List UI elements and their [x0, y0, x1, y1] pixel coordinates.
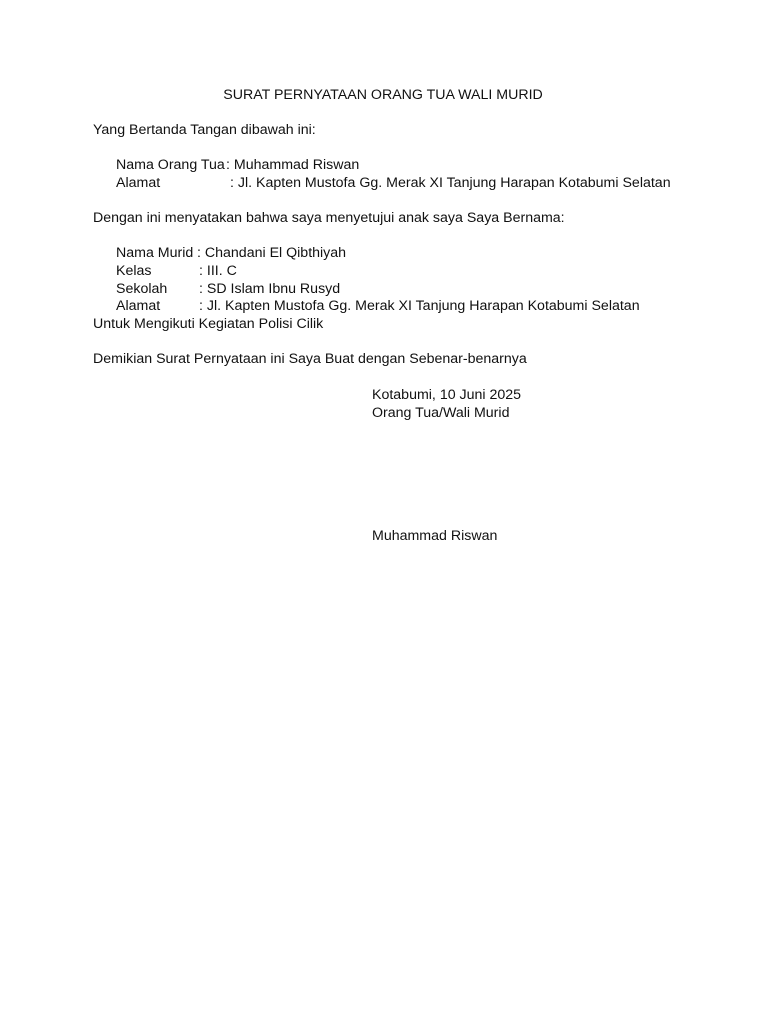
student-school-row: [116, 281, 716, 298]
student-class-row: [116, 263, 716, 280]
parent-name-row: [116, 157, 716, 174]
parent-address-label: Alamat: [116, 175, 161, 191]
place-date: Kotabumi, 10 Juni 2025: [372, 387, 522, 403]
signature-name: Muhammad Riswan: [372, 528, 498, 544]
student-school-label: Sekolah: [116, 281, 168, 297]
signature-role: Orang Tua/Wali Murid: [372, 405, 510, 421]
statement-text: Dengan ini menyatakan bahwa saya menyetujui anak saya Saya Bernama:: [93, 210, 565, 226]
student-name-label: Nama Murid: [116, 245, 194, 261]
student-class-label: Kelas: [116, 263, 152, 279]
student-class-value: : III. C: [199, 263, 237, 279]
parent-name-value: : Muhammad Riswan: [226, 157, 360, 173]
parent-name-label: Nama Orang Tua: [116, 157, 225, 173]
student-address-row: [116, 298, 716, 315]
student-address-label: Alamat: [116, 298, 161, 314]
intro-text: Yang Bertanda Tangan dibawah ini:: [93, 122, 316, 138]
student-name-value: : Chandani El Qibthiyah: [197, 245, 347, 261]
parent-address-row: [116, 175, 716, 192]
closing-text: Demikian Surat Pernyataan ini Saya Buat dengan Sebenar-benarnya: [93, 351, 527, 367]
student-name-row: [116, 245, 716, 262]
student-school-value: : SD Islam Ibnu Rusyd: [199, 281, 341, 297]
purpose-text: Untuk Mengikuti Kegiatan Polisi Cilik: [93, 316, 324, 332]
student-address-value: : Jl. Kapten Mustofa Gg. Merak XI Tanjung Harapan Kotabumi Selatan: [199, 298, 640, 314]
parent-address-value: : Jl. Kapten Mustofa Gg. Merak XI Tanjung Harapan Kotabumi Selatan: [230, 175, 671, 191]
document-title: SURAT PERNYATAAN ORANG TUA WALI MURID: [223, 87, 543, 103]
